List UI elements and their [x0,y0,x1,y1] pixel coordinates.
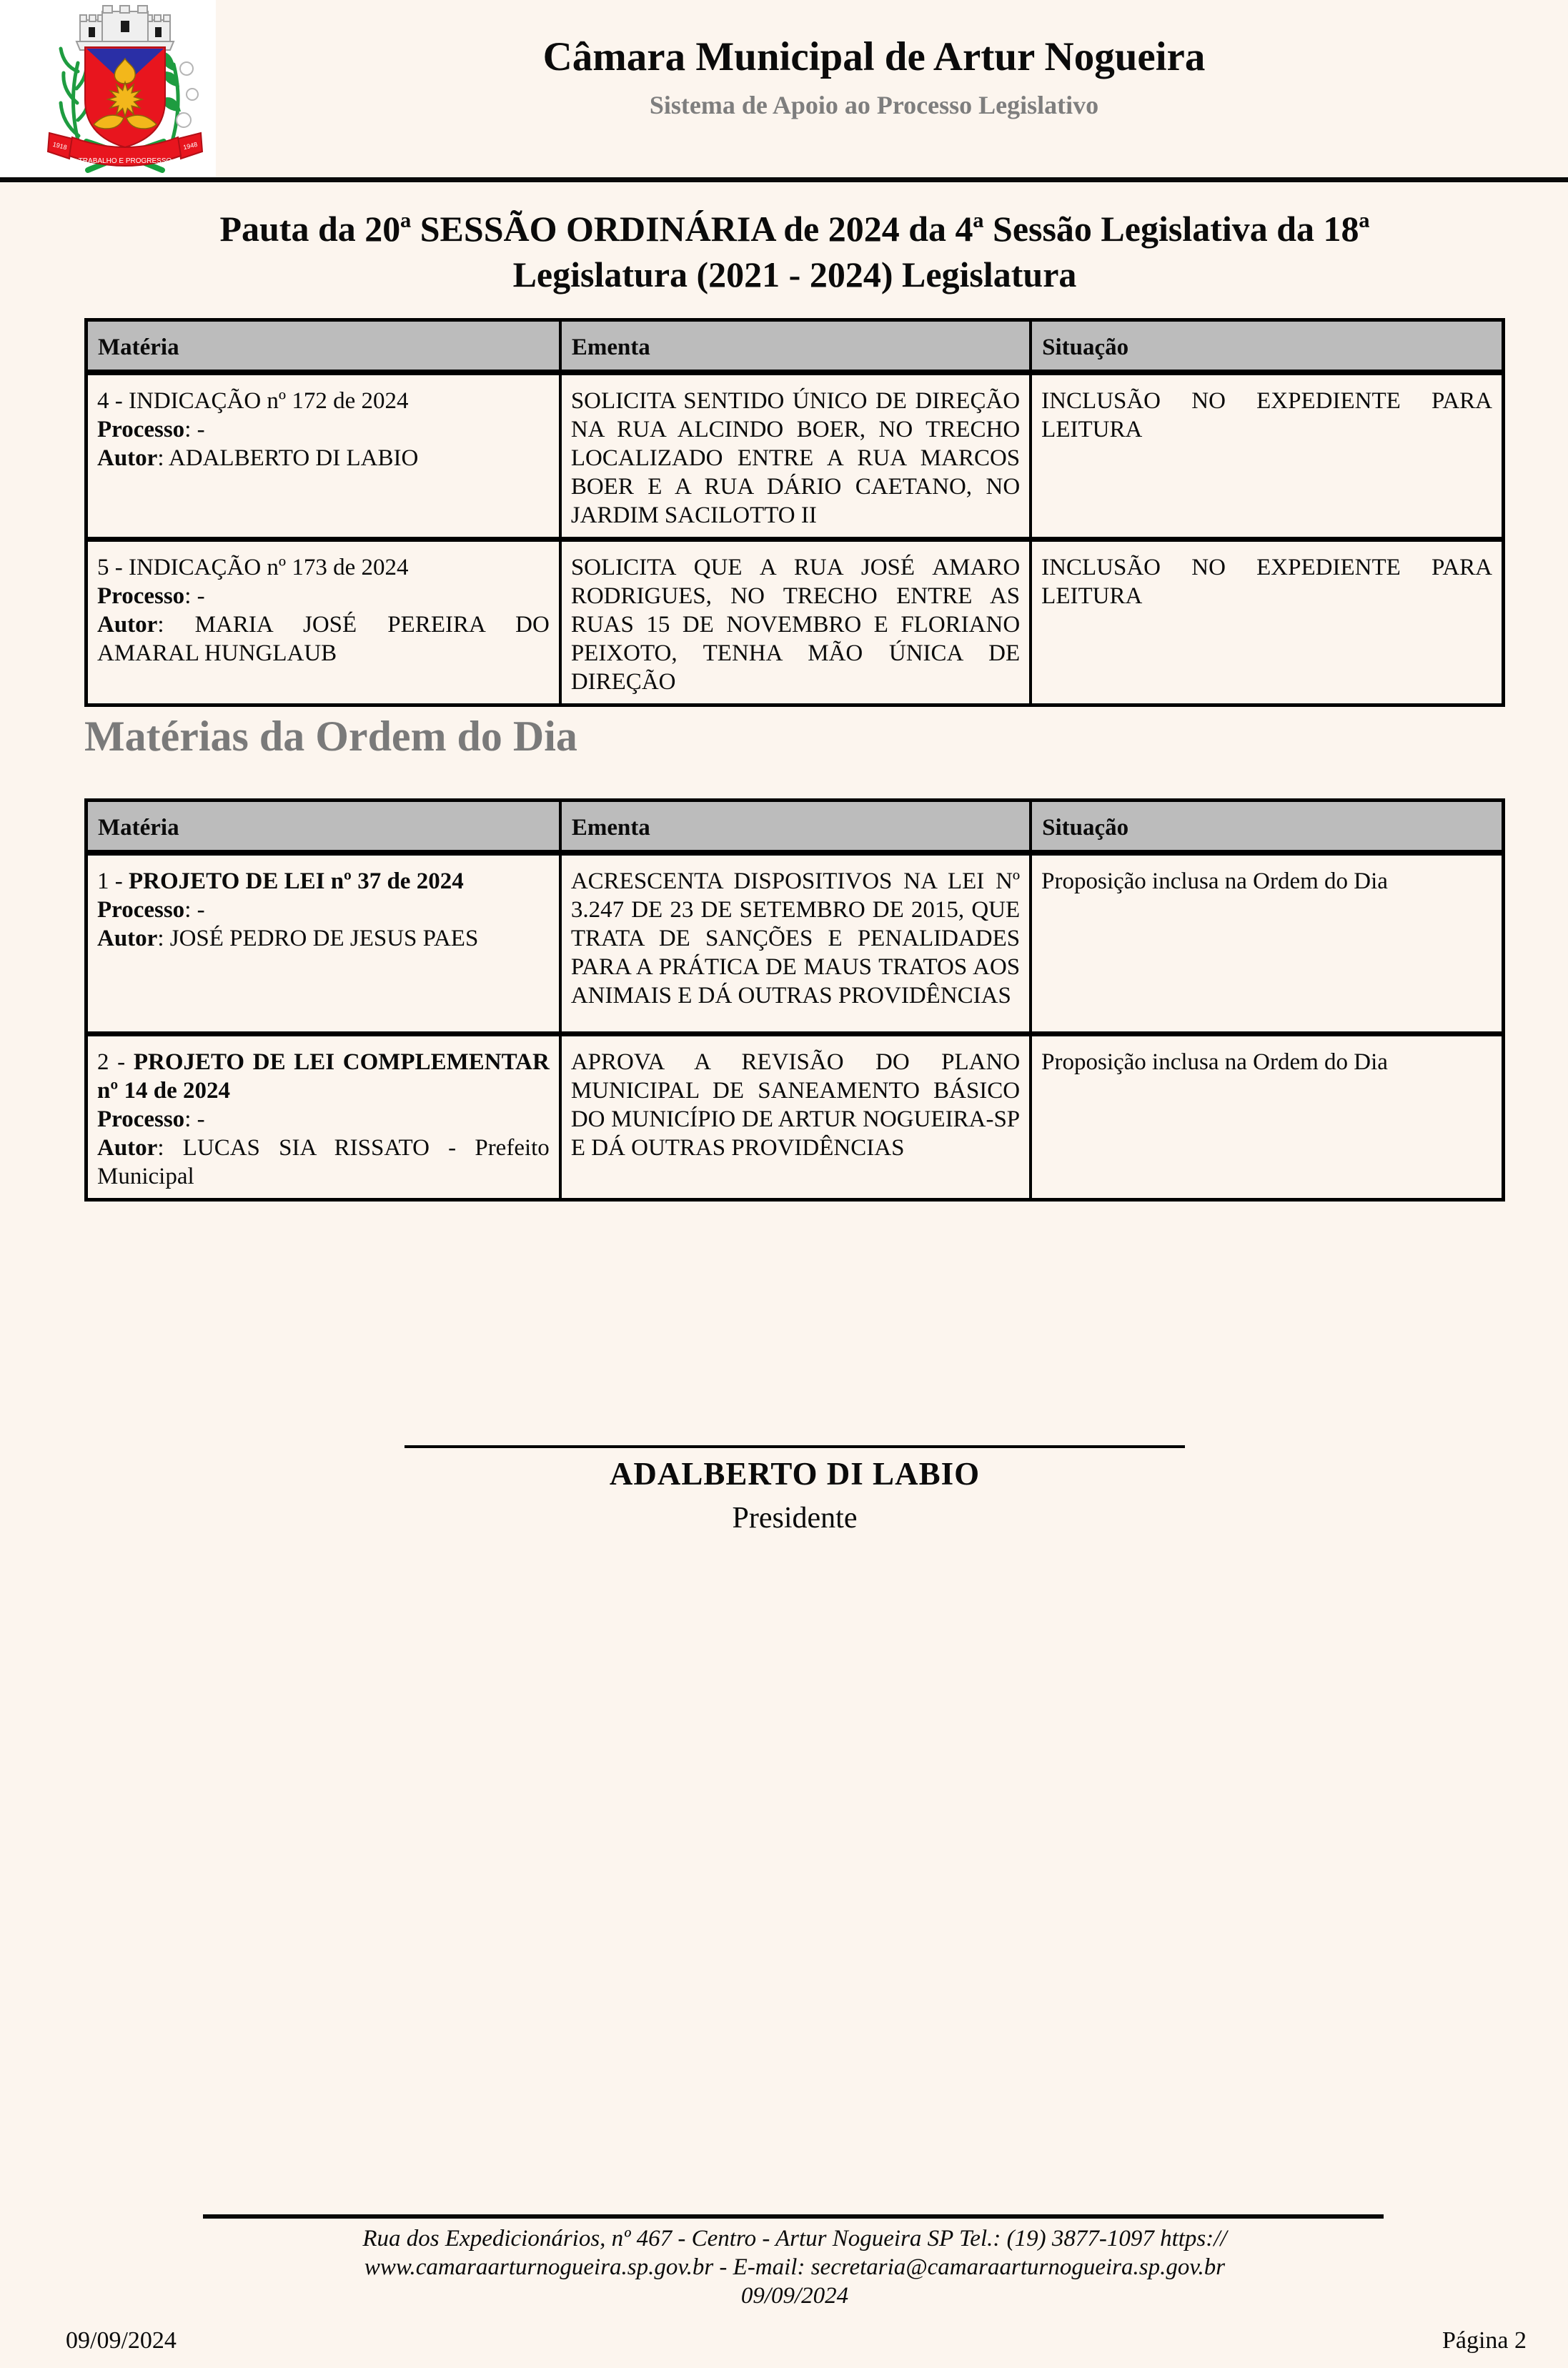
session-title-line2: Legislatura (2021 - 2024) Legislatura [512,254,1077,294]
footer-date: 09/09/2024 [740,2283,849,2309]
page-number: Página 2 [1442,2327,1527,2354]
autor-value: : LUCAS SIA RISSATO - Prefeito Municipal [97,1135,550,1189]
col-header-situacao: Situação [1031,801,1503,853]
ordem-do-dia-heading: Matérias da Ordem do Dia [84,713,577,760]
col-header-materia: Matéria [86,801,560,853]
signature-role: Presidente [732,1502,858,1535]
ementa-cell: SOLICITA SENTIDO ÚNICO DE DIREÇÃO NA RUA ALCINDO BOER, NO TRECHO LOCALIZADO ENTRE A RUA MARCOS BOER E A RUA DÁRIO CAETANO, NO JARDIM SACILOTTO II [560,372,1031,540]
processo-value: : - [184,583,205,609]
materia-title [97,1048,550,1105]
page-date: 09/09/2024 [66,2327,177,2354]
col-header-ementa: Ementa [560,320,1031,372]
processo-line [97,1105,550,1134]
materia-title [97,387,550,415]
situacao-cell: INCLUSÃO NO EXPEDIENTE PARA LEITURA [1031,539,1503,705]
processo-line [97,582,550,610]
autor-value: : ADALBERTO DI LABIO [157,445,419,471]
signature-name: ADALBERTO DI LABIO [609,1456,981,1492]
processo-label: Processo [97,583,185,609]
signature-line [405,1445,1185,1448]
session-title-line1: Pauta da 20ª SESSÃO ORDINÁRIA de 2024 da 4ª Sessão Legislativa da 18ª [219,209,1370,249]
ementa-cell: SOLICITA QUE A RUA JOSÉ AMARO RODRIGUES, NO TRECHO ENTRE AS RUAS 15 DE NOVEMBRO E FLORIANO PEIXOTO, TENHA MÃO ÚNICA DE DIREÇÃO [560,539,1031,705]
processo-label: Processo [97,896,185,923]
ordem-header-row [86,801,1504,853]
situacao-cell: Proposição inclusa na Ordem do Dia [1031,853,1503,1034]
materia-number: 4 - [97,387,129,414]
table-row [86,372,1504,540]
materia-name: INDICAÇÃO nº 173 de 2024 [129,554,409,580]
autor-line [97,610,550,668]
col-header-materia: Matéria [86,320,560,372]
session-title [84,206,1505,297]
autor-value: : JOSÉ PEDRO DE JESUS PAES [157,925,479,951]
processo-line [97,415,550,444]
table-row [86,853,1504,1034]
logo-container [0,0,216,177]
ordem-do-dia-table [84,798,1505,1202]
coat-of-arms-icon [37,3,213,174]
materia-name: PROJETO DE LEI COMPLEMENTAR nº 14 de 2024 [97,1049,550,1104]
materia-name: INDICAÇÃO nº 172 de 2024 [129,387,409,414]
materia-cell [86,372,560,540]
processo-value: : - [184,896,205,923]
autor-label: Autor [97,1135,158,1161]
materia-title [97,867,550,896]
autor-value: : MARIA JOSÉ PEREIRA DO AMARAL HUNGLAUB [97,611,550,666]
situacao-cell: INCLUSÃO NO EXPEDIENTE PARA LEITURA [1031,372,1503,540]
signature-block [84,1445,1505,1535]
materia-cell [86,853,560,1034]
autor-label: Autor [97,445,158,471]
autor-label: Autor [97,611,158,638]
situacao-cell: Proposição inclusa na Ordem do Dia [1031,1034,1503,1200]
footer-line1: Rua dos Expedicionários, nº 467 - Centro - Artur Nogueira SP Tel.: (19) 3877-1097 https:// [362,2226,1227,2251]
header-divider [0,177,1568,182]
materia-cell [86,539,560,705]
system-subtitle: Sistema de Apoio ao Processo Legislativo [649,90,1099,119]
col-header-ementa: Ementa [560,801,1031,853]
autor-line [97,1134,550,1191]
footer-line2: www.camaraarturnogueira.sp.gov.br - E-mail: secretaria@camaraarturnogueira.sp.gov.br [364,2254,1226,2280]
processo-value: : - [184,1106,205,1132]
materia-title [97,553,550,582]
autor-line [97,444,550,472]
table-row [86,539,1504,705]
banner-motto: TRABALHO E PROGRESSO [78,157,172,165]
header [223,36,1525,120]
autor-line [97,924,550,953]
processo-label: Processo [97,1106,185,1132]
expediente-header-row [86,320,1504,372]
org-title: Câmara Municipal de Artur Nogueira [542,34,1206,79]
processo-label: Processo [97,416,185,442]
table-row [86,1034,1504,1200]
materia-cell [86,1034,560,1200]
ementa-cell: APROVA A REVISÃO DO PLANO MUNICIPAL DE SANEAMENTO BÁSICO DO MUNICÍPIO DE ARTUR NOGUEIRA-SP E DÁ OUTRAS PROVIDÊNCIAS [560,1034,1031,1200]
ementa-cell: ACRESCENTA DISPOSITIVOS NA LEI Nº 3.247 DE 23 DE SETEMBRO DE 2015, QUE TRATA DE SANÇÕES E PENALIDADES PARA A PRÁTICA DE MAUS TRATOS AOS ANIMAIS E DÁ OUTRAS PROVIDÊNCIAS [560,853,1031,1034]
materia-number: 1 - [97,868,129,894]
expediente-table [84,318,1505,707]
autor-label: Autor [97,925,158,951]
banner-year-right: 1948 [182,140,199,152]
col-header-situacao: Situação [1031,320,1503,372]
materia-number: 5 - [97,554,129,580]
materia-name: PROJETO DE LEI nº 37 de 2024 [129,868,464,894]
processo-value: : - [184,416,205,442]
materia-number: 2 - [97,1049,134,1075]
footer-address [84,2224,1505,2310]
processo-line [97,896,550,924]
banner-year-left: 1918 [51,140,68,152]
footer-divider [203,2214,1384,2219]
